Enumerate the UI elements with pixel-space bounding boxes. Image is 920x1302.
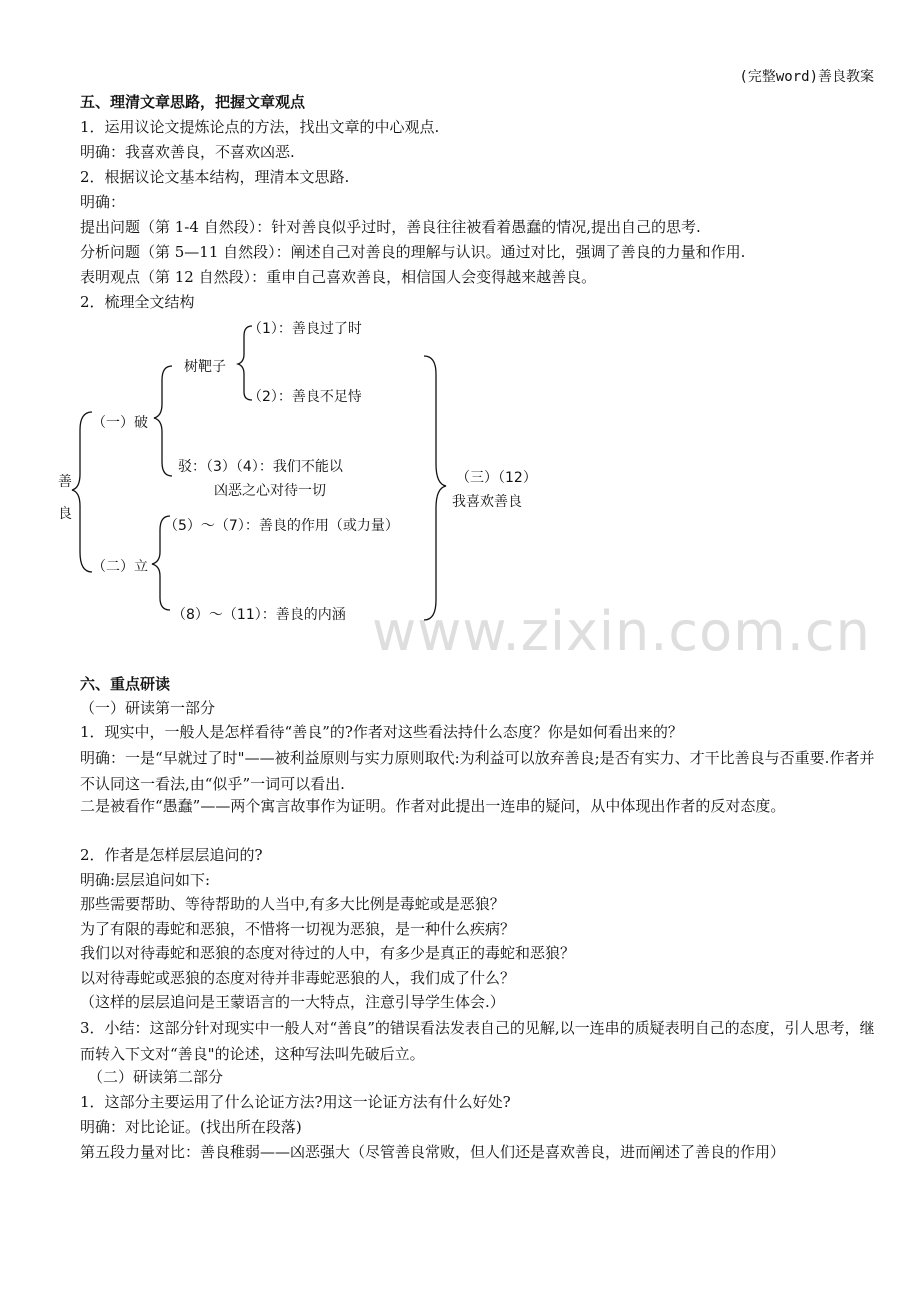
- diagram-node-bo-cont: 凶恶之心对待一切: [214, 483, 326, 499]
- section5-line: 1．运用议论文提炼论点的方法，找出文章的中心观点.: [80, 118, 440, 136]
- section5-line: 2．梳理全文结构: [80, 293, 195, 311]
- section5-line: 表明观点（第 12 自然段）：重申自己喜欢善良，相信国人会变得越来越善良。: [80, 268, 597, 286]
- section6-heading: 六、重点研读: [80, 675, 171, 693]
- diagram-root-char: 良: [58, 506, 72, 522]
- section6-answer-item: 为了有限的毒蛇和恶狼，不惜将一切视为恶狼，是一种什么疾病？: [80, 920, 516, 938]
- section6-question: 2．作者是怎样层层追问的?: [80, 846, 263, 864]
- section6-answer: 明确:层层追问如下:: [80, 871, 211, 889]
- summary-text: 3．小结：这部分针对现实中一般人对“善良”的错误看法发表自己的见解,以一连串的质疑表明自己的态度，引人思考，继而转入下文对“善良"的论述，这种写法叫先破后立。: [80, 1019, 875, 1063]
- section5-heading: 五、理清文章思路，把握文章观点: [80, 93, 306, 111]
- section6-answer-paragraph: [48, 745, 878, 797]
- diagram-node-5-7: （5）～（7）：善良的作用（或力量）: [164, 518, 399, 534]
- section5-line: 明确：: [80, 193, 126, 211]
- diagram-node-bo: 驳：（3）（4）：我们不能以: [178, 459, 343, 475]
- section5-line: 明确：我喜欢善良，不喜欢凶恶.: [80, 143, 295, 161]
- section6-answer-item: 那些需要帮助、等待帮助的人当中,有多大比例是毒蛇或是恶狼？: [80, 895, 505, 913]
- diagram-root-char: 善: [58, 474, 72, 490]
- answer-text: 明确：一是“早就过了时"——被利益原则与实力原则取代:为利益可以放弃善良;是否有实力、才干比善良与否重要.作者并不认同这一看法,由“似乎”一词可以看出.: [80, 749, 875, 793]
- diagram-node-li: （二）立: [92, 559, 148, 575]
- diagram-node-conclusion: 我喜欢善良: [452, 494, 522, 510]
- diagram-node-8-11: （8）～（11）：善良的内涵: [172, 607, 346, 623]
- diagram-node-shubazi: 树靶子: [184, 359, 226, 375]
- section6-answer-paragraph: [48, 1139, 878, 1165]
- watermark: www.zixin.com.cn: [372, 600, 871, 663]
- section6-summary-paragraph: [48, 1015, 878, 1067]
- document-header: (完整word)善良教案: [739, 69, 874, 85]
- section6-answer-item: 以对待毒蛇或恶狼的态度对待并非毒蛇恶狼的人，我们成了什么？: [80, 969, 516, 987]
- section6-subheading: （一）研读第一部分: [80, 699, 216, 717]
- section6-answer-note: （这样的层层追问是王蒙语言的一大特点，注意引导学生体会.）: [80, 993, 505, 1011]
- diagram-node-2: （2）：善良不足恃: [248, 389, 362, 405]
- section5-line: 2．根据议论文基本结构，理清本文思路.: [80, 168, 350, 186]
- section6-question: 1．这部分主要运用了什么论证方法?用这一论证方法有什么好处?: [80, 1093, 511, 1111]
- answer-text: 二是被看作“愚蠢”——两个寓言故事作为证明。作者对此提出一连串的疑问，从中体现出作者的反对态度。: [80, 797, 786, 815]
- section6-question: 1．现实中，一般人是怎样看待“善良”的?作者对这些看法持什么态度？你是如何看出来的？: [80, 723, 683, 741]
- section5-line: 提出问题（第 1-4 自然段）：针对善良似乎过时，善良往往被看着愚蠢的情况,提出自己的思考.: [80, 218, 701, 236]
- diagram-node-1: （1）：善良过了时: [248, 321, 362, 337]
- section6-answer-item: 我们以对待毒蛇和恶狼的态度对待过的人中，有多少是真正的毒蛇和恶狼？: [80, 944, 576, 962]
- section6-answer-paragraph: [48, 793, 878, 819]
- section5-line: 分析问题（第 5—11 自然段）：阐述自己对善良的理解与认识。通过对比，强调了善良的力量和作用.: [80, 243, 746, 261]
- diagram-node-po: （一）破: [92, 415, 148, 431]
- section6-answer: 明确：对比论证。(找出所在段落): [80, 1118, 302, 1136]
- answer-text: 第五段力量对比：善良稚弱——凶恶强大（尽管善良常败，但人们还是喜欢善良，进而阐述了善良的作用）: [80, 1143, 786, 1161]
- section6-subheading: （二）研读第二部分: [88, 1068, 224, 1086]
- diagram-node-san: （三）（12）: [456, 470, 537, 486]
